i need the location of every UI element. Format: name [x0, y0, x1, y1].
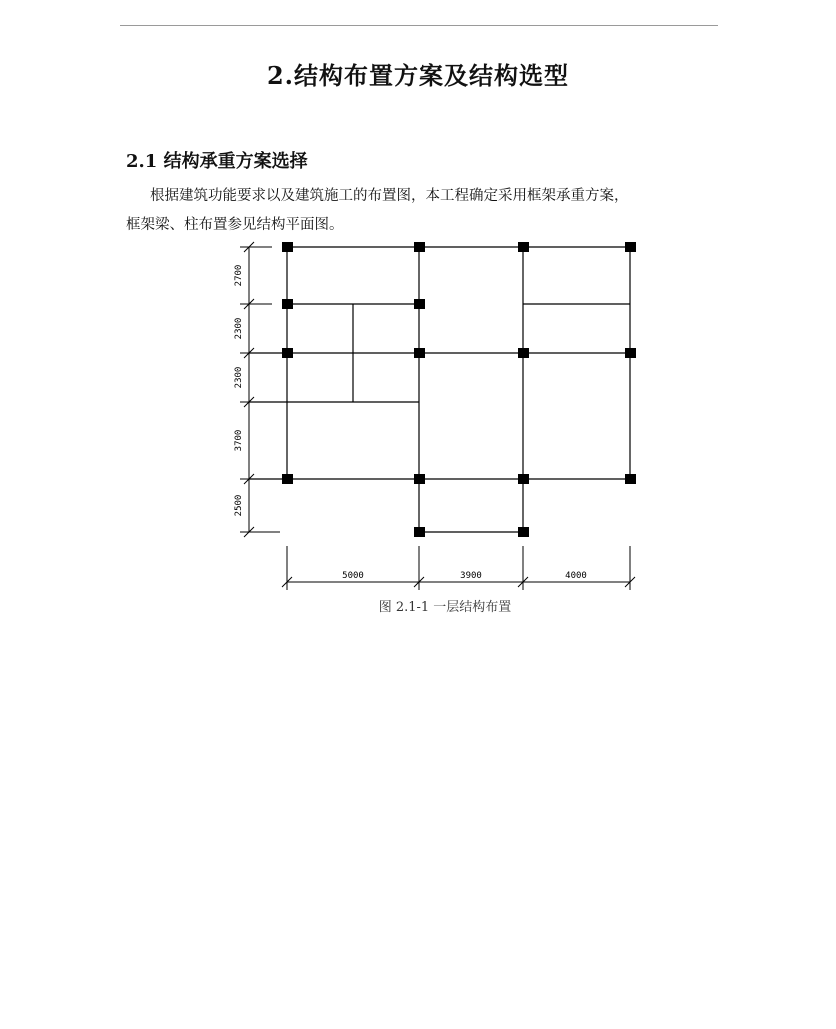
column	[282, 348, 293, 358]
column	[414, 242, 425, 252]
beam-lines	[249, 247, 630, 532]
dim-label-x: 5000	[342, 571, 364, 581]
section-heading: 2.1 结构承重方案选择	[126, 151, 308, 172]
page-title: 2.结构布置方案及结构选型	[266, 61, 570, 90]
column	[414, 527, 425, 537]
paragraph-line-2: 框架梁、柱布置参见结构平面图。	[126, 217, 344, 233]
dim-label-y: 3700	[234, 429, 244, 452]
column	[625, 348, 636, 358]
dim-label-x: 4000	[565, 571, 587, 581]
column	[518, 527, 529, 537]
dim-label-y: 2300	[234, 317, 244, 340]
paragraph-line-1: 根据建筑功能要求以及建筑施工的布置图，本工程确定采用框架承重方案，	[150, 188, 629, 204]
column	[518, 348, 529, 358]
column	[414, 299, 425, 309]
column	[625, 242, 636, 252]
column	[282, 474, 293, 484]
column	[518, 242, 529, 252]
column	[414, 474, 425, 484]
dim-label-y: 2500	[234, 494, 244, 517]
dim-label-y: 2300	[234, 366, 244, 389]
column	[414, 348, 425, 358]
column	[282, 299, 293, 309]
column	[625, 474, 636, 484]
dim-label-y: 2700	[234, 264, 244, 287]
figure-caption: 图 2.1-1 一层结构布置	[378, 600, 512, 615]
column	[282, 242, 293, 252]
columns	[282, 242, 636, 537]
column	[518, 474, 529, 484]
dimension-lines	[240, 242, 635, 590]
dim-label-x: 3900	[460, 571, 482, 581]
